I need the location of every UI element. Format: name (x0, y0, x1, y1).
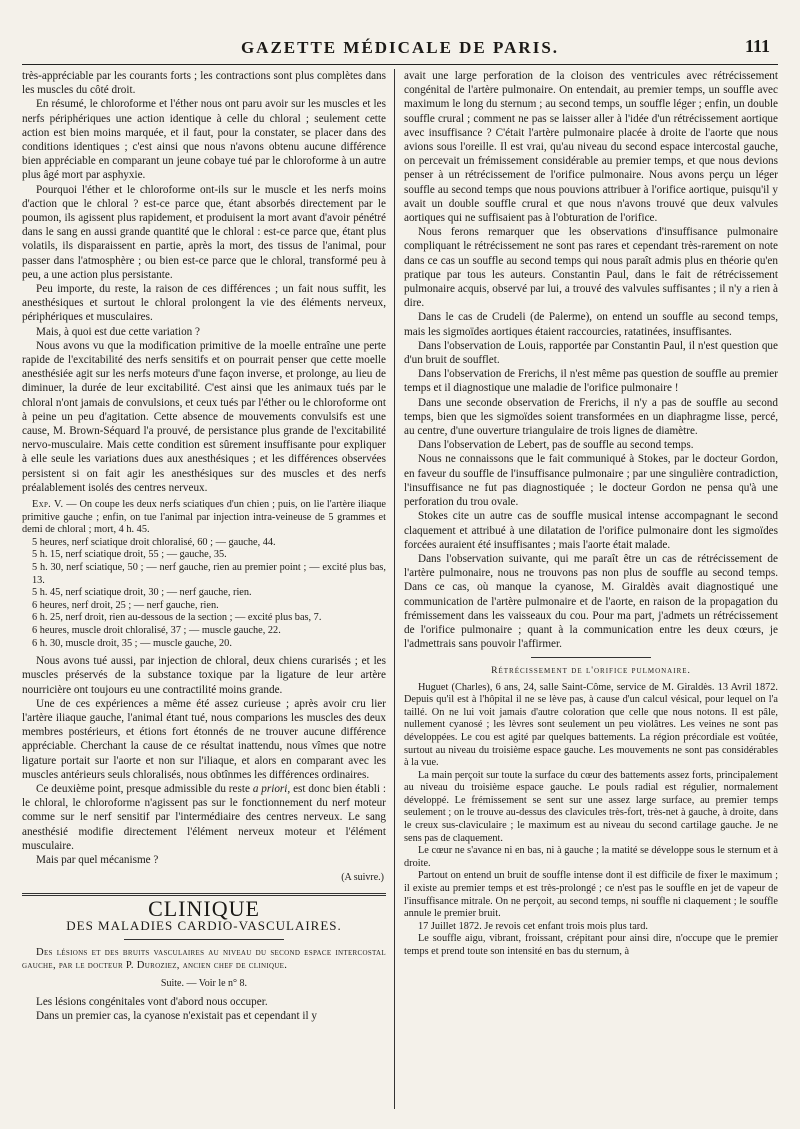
paragraph-text: Ce deuxième point, presque admissible du reste (36, 783, 253, 796)
experiment-line: 6 heures, muscle droit chloralisé, 37 ; — muscle gauche, 22. (32, 625, 281, 637)
left-column (22, 69, 394, 1109)
right-column (394, 69, 778, 1109)
paragraph: Mais par quel mécanisme ? (36, 854, 159, 867)
paragraph: Nous ferons remarquer que les observations d'insuffisance pulmonaire compliquant le rétrécissement ne sont pas rares et cependant très-rarement on note dans ce cas un souffle au second temps qui nous paraît admis plus en théorie qu'en pratique par tous les auteurs. Constantin Paul, dans le fait de rétrécissement pulmonaire acquis, observé par lui, a trouvé des valvules suffisantes ; il n'y a rien à dire. (404, 226, 778, 310)
paragraph: Nous avons vu que la modification primitive de la moelle entraîne une perte rapide de l'excitabilité des nerfs sensitifs et on pourrait penser que cette moelle anesthésiée agit sur les nerfs moteurs d'une façon inverse, et prolonge, au lieu de diminuer, la durée de leur excitabilité. C'est ainsi que les animaux tués par le chloral n'ont jamais de convulsions, et ceux tués par l'éther ou le chloroforme ont à peine un peu d'agitation. Cette absence de mouvements convulsifs est une cause, M. Brown-Séquard l'a prouvé, de persistance plus grande de l'excitabilité nervo-musculaire. Mais cette condition est sûrement insuffisante pour expliquer à elle seule les variations dues aux anesthésiques ; et les différences observées persistent si on fait agir les anesthésiques sur des muscles et des nerfs préalablement isolés des centres nerveux. (22, 339, 386, 494)
case-heading: Rétrécissement de l'orifice pulmonaire. (491, 665, 691, 677)
paragraph: Les lésions congénitales vont d'abord nous occuper. (36, 995, 268, 1008)
paragraph: Dans le cas de Crudeli (de Palerme), on entend un souffle au second temps, mais les sigmoïdes aortiques étaient raccourcies, ratatinées, insuffisantes. (404, 311, 778, 338)
experiment-line: 5 h. 30, nerf sciatique, 50 ; — nerf gauche, rien au premier point ; — excité plus bas, 13. (32, 562, 386, 586)
experiment-line: 5 h. 15, nerf sciatique droit, 55 ; — gauche, 35. (32, 549, 227, 561)
case-paragraph: 17 Juillet 1872. Je revois cet enfant trois mois plus tard. (418, 920, 648, 932)
experiment-line: 6 heures, nerf droit, 25 ; — nerf gauche, rien. (32, 599, 219, 611)
experiment-line: 6 h. 30, muscle droit, 35 ; — muscle gauche, 20. (32, 637, 232, 649)
experiment-line: 5 heures, nerf sciatique droit chloralisé, 60 ; — gauche, 44. (32, 536, 276, 548)
experiment-text: — On coupe les deux nerfs sciatiques d'un chien ; puis, on lie l'artère iliaque primitive gauche ; enfin, on tue l'animal par injection intra-veineuse de 5 grammes et demi de chloral ; mort, 4 h. 45. (22, 499, 386, 536)
case-report (404, 682, 778, 959)
experiment-intro (22, 499, 386, 537)
section-title: CLINIQUE (148, 896, 260, 922)
paragraph: Dans l'observation de Lebert, pas de souffle au second temps. (418, 439, 694, 452)
case-paragraph: Le souffle aigu, vibrant, froissant, crépitant pour ainsi dire, n'occupe que le premier temps et prend toute son intensité en bas du sternum, à (404, 933, 778, 957)
paragraph: avait une large perforation de la cloison des ventricules avec rétrécissement congénital de l'artère pulmonaire. On entendait, au premier temps, un souffle avec maximum le long du sternum ; au second temps, un souffle léger ; enfin, un double souffle crural ; comment ne pas se laisser aller à l'idée d'un rétrécissement aortique avec insuffisance ? C'était l'artère pulmonaire placée à droite de l'aorte que nous avions sous l'oreille. Il est vrai, qu'au niveau du second espace intercostal gauche, on percevait un frémissement considérable au premier temps, et que nous devions penser à un rétrécissement de l'orifice pulmonaire. Nous avons perçu un léger souffle au second temps que nous pouvions attribuer à l'orifice aortique, puisqu'il y avait un double souffle crural et que nous n'avons trouvé que deux valvules aortiques qui ne suffisaient pas à l'obturation de l'orifice. (404, 70, 778, 225)
paragraph (22, 782, 386, 853)
paragraph: Une de ces expériences a même été assez curieuse ; après avoir cru lier l'artère iliaque gauche, l'animal étant tué, nous comparions les muscles des deux membres postérieurs, et étions fort étonnés de ne trouver aucune différence appréciable. Cherchant la cause de ce résultat inattendu, nous vîmes que notre ligature portait sur l'aorte et non sur l'iliaque, et alors en comparant avec les muscles antérieurs seuls chloralisés, nous obtînmes les différences ordinaires. (22, 697, 386, 781)
case-paragraph: Huguet (Charles), 6 ans, 24, salle Saint-Côme, service de M. Giraldès. 13 Avril 1872. Depuis qu'il est à l'hôpital il ne se lève pas, à cause d'un calcul vésical, pour lequel on l'a taillé. On ne lui voit jamais d'autre coloration que celle que nous notons. Il est pâle, nullement cyanosé ; les lèvres sont seulement un peu violâtres. Les veines ne sont pas développées. Le cou est agité par quelques battements. La région précordiale est voûtée, surtout au niveau du troisième espace gauche. Les mouvements ne sont pas considérables à la vue. (404, 681, 778, 769)
paragraph: Dans une seconde observation de Frerichs, il n'y a pas de souffle au second temps, bien que les sigmoïdes soient transformées en un diaphragme lisse, percé, au centre, d'une ouverture triangulaire de trois lignes de diamètre. (404, 396, 778, 438)
paragraph: En résumé, le chloroforme et l'éther nous ont paru avoir sur les muscles et les nerfs périphériques une action identique à celle du chloral ; seulement cette action est bien moins marquée, et il faut, pour la constater, se placer dans des conditions identiques ; c'est ainsi que nous n'avons obtenu aucune différence bien appréciable en comparant un jeune cobaye tué par le chloroforme à un autre plus âgé mort par asphyxie. (22, 98, 386, 182)
paragraph: très-appréciable par les courants forts ; les contractions sont plus complètes dans les muscles du côté droit. (22, 70, 386, 97)
case-paragraph: La main perçoit sur toute la surface du cœur des battements assez forts, principalement au niveau du troisième espace gauche. Le pouls radial est régulier, normalement développé. Le frémissement se sent sur une assez large surface, au premier temps seulement ; on le trouve au-dessus des clavicules très-fort, très-net à gauche, à droite, dans le creux sus-claviculaire ; le maximum est au niveau du second cartilage gauche. Je ne sens pas de claquement. (404, 769, 778, 844)
paragraph: Dans un premier cas, la cyanose n'existait pas et cependant il y (36, 1010, 317, 1023)
columns (22, 69, 778, 1109)
paragraph: Nous ne connaissons que le fait communiqué à Stokes, par le docteur Gordon, en faveur du souffle de l'insuffisance pulmonaire ; par une singulière contradiction, l'insuffisance ne fut pas diagnostiquée ; le docteur Gordon ne pensa qu'à une perforation du trou ovale. (404, 453, 778, 509)
to-be-continued: (A suivre.) (341, 872, 384, 884)
paragraph: Stokes cite un autre cas de souffle musical intense accompagnant le second claquement et attribué à une dilatation de l'orifice pulmonaire dont les sigmoïdes forcées auraient été insuffisantes ; mais l'aorte était malade. (404, 510, 778, 551)
journal-title: GAZETTE MÉDICALE DE PARIS. (240, 38, 560, 57)
experiment-block (22, 499, 386, 650)
experiment-line: 6 h. 25, nerf droit, rien au-dessous de la section ; — excité plus bas, 7. (32, 612, 322, 624)
paragraph: Nous avons tué aussi, par injection de chloral, deux chiens curarisés ; et les muscles préservés de la substance toxique par la ligature de leur artère nourricière ont toujours eu une contractilité moins grande. (22, 655, 386, 696)
paragraph: Mais, à quoi est due cette variation ? (36, 325, 201, 338)
paragraph: Dans l'observation de Louis, rapportée par Constantin Paul, il n'est question que d'un bruit de soufflet. (404, 339, 778, 367)
emphasis-text: a priori, (252, 783, 291, 796)
article-description: Des lésions et des bruits vasculaires au niveau du second espace intercostal gauche, par le docteur P. Duroziez, ancien chef de clinique. (22, 946, 386, 972)
case-paragraph: Le cœur ne s'avance ni en bas, ni à gauche ; la matité se développe sous le sternum et à droite. (404, 845, 778, 869)
experiment-line: 5 h. 45, nerf sciatique droit, 30 ; — nerf gauche, rien. (32, 587, 252, 599)
paragraph: Peu importe, du reste, la raison de ces différences ; un fait nous suffit, les anesthésiques et surtout le chloral prolongent la vie des éléments nerveux, périphériques et musculaires. (22, 283, 386, 324)
divider (531, 657, 651, 658)
divider (124, 939, 284, 940)
page-header (22, 30, 778, 65)
paragraph: Dans l'observation suivante, qui me paraît être un cas de rétrécissement de l'artère pulmonaire, nous ne trouvons pas non plus de souffle au second temps. Dans ce cas, où manque la cyanose, M. Giraldès avait diagnostiqué une communication de l'artère pulmonaire et de l'aorte, en raison de la propagation du frémissement dans les vaisseaux du cou. Pour ma part, j'admets un rétrécissement de l'orifice pulmonaire ; quant à la communication entre les deux cœurs, je l'admettrais sans pouvoir l'affirmer. (404, 552, 778, 651)
page-number: 111 (744, 36, 770, 56)
paragraph-text: est donc bien établi : le chloral, le chloroforme n'agissent pas sur le fonctionnement du nerf moteur comme sur le nerf sensitif par l'intermédiaire des centres nerveux. Le sang anesthésié modifie directement l'élément nerveux moteur et l'élément musculaire. (22, 783, 386, 852)
experiment-label: Exp. V. (32, 499, 64, 511)
case-paragraph: Partout on entend un bruit de souffle intense dont il est difficile de fixer le maximum ; il existe au premier temps et est très-prolongé ; ce n'est pas le souffle en jet de vapeur de l'insuffisance mitrale. On ne perçoit, au second temps, ni souffle ni claquement ; le souffle annule le premier bruit. (404, 870, 778, 920)
paragraph: Dans l'observation de Frerichs, il n'est même pas question de souffle au premier temps et il diagnostique une maladie de l'orifice pulmonaire ! (404, 368, 778, 395)
section-subtitle: DES MALADIES CARDIO-VASCULAIRES. (66, 917, 342, 933)
continuation-reference: Suite. — Voir le n° 8. (160, 977, 248, 989)
paragraph: Pourquoi l'éther et le chloroforme ont-ils sur le muscle et les nerfs moins d'action que le chloral ? est-ce parce que, étant absorbés directement par le poumon, ils agissent plus rapidement, et produisent la mort avant d'avoir pénétré dans le sang en aussi grande quantité que le chloral : est-ce parce que, étant plus volatils, ils disparaissent en partie, après la mort, des tissus de l'animal, pour passer dans l'atmosphère ; ou bien est-ce parce que le chloral, transformé peu à peu, a une action plus persistante. (22, 183, 386, 281)
